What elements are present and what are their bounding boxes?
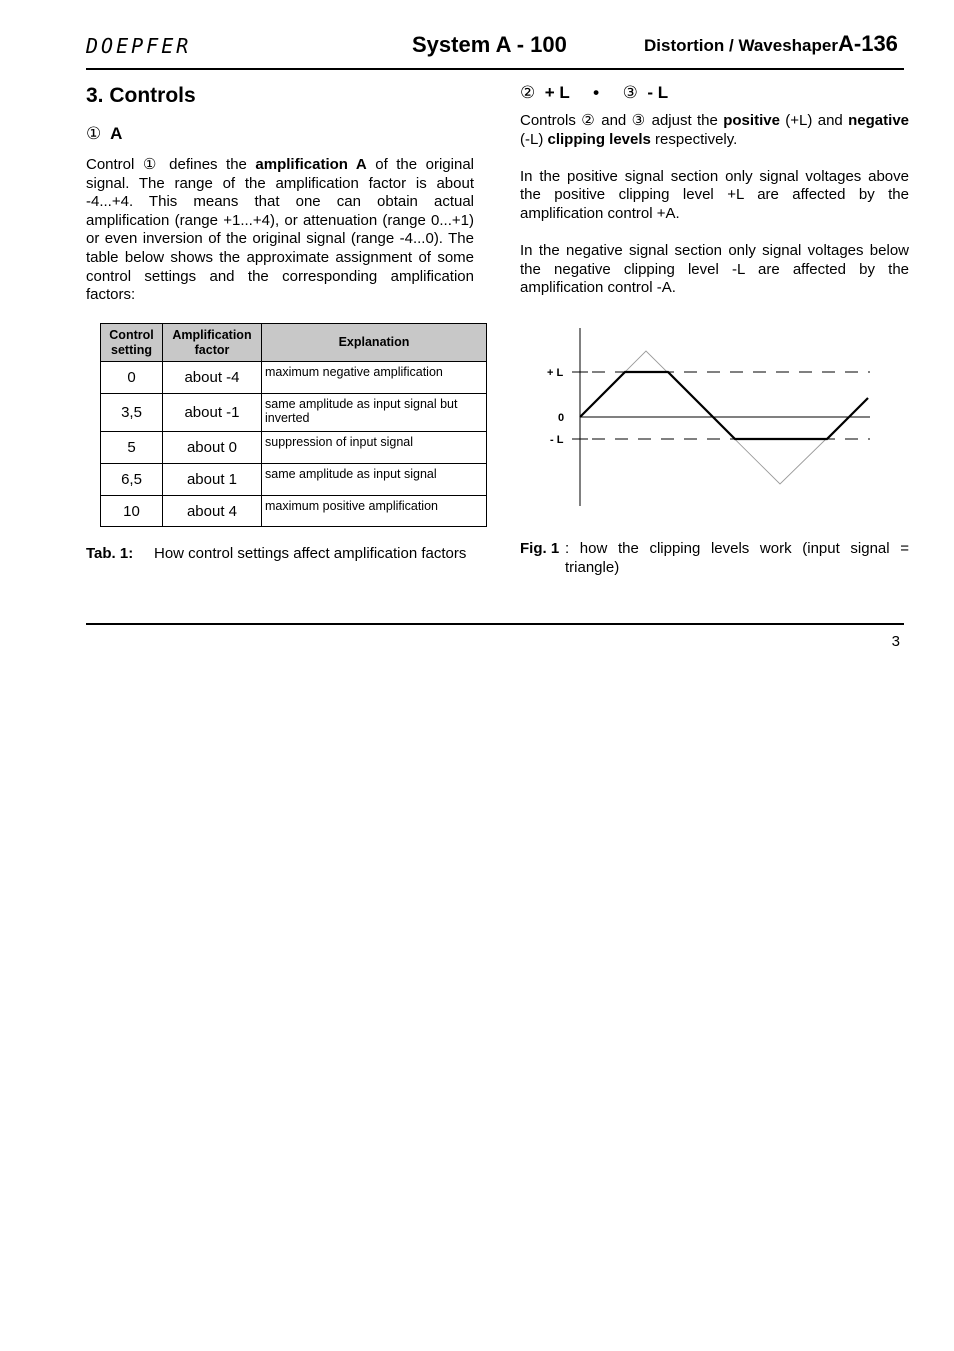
cell-explanation: maximum negative amplification	[262, 362, 487, 394]
control-number: ②	[520, 83, 536, 102]
para-text: Control ① defines the	[86, 156, 256, 173]
para-bold: positive	[723, 112, 780, 129]
para-bold: amplification A	[255, 156, 367, 173]
table-header-factor: Amplification factor	[163, 324, 262, 362]
para-bold: clipping levels	[547, 130, 651, 148]
plus-l-label: + L	[547, 367, 564, 379]
negative-section-paragraph: In the negative signal section only signal voltages below the negative clipping level -L are affected by the amplification control -A.	[520, 242, 909, 297]
cell-explanation: same amplitude as input signal	[262, 464, 487, 496]
control-number: ③	[622, 83, 638, 102]
caption-label: Fig. 1	[520, 540, 560, 557]
para-text: respectively.	[650, 130, 738, 148]
footer-rule	[86, 623, 904, 625]
cell-setting: 3,5	[101, 394, 163, 432]
minus-l-label: - L	[550, 434, 564, 446]
para-text: (-L)	[520, 130, 548, 148]
table-header-setting: Control setting	[101, 324, 163, 362]
positive-section-paragraph: In the positive signal section only signal voltages above the positive clipping level +L are affected by the amplification control +A.	[520, 167, 909, 222]
clipping-paragraph	[520, 112, 909, 149]
cell-factor: about 4	[163, 496, 262, 527]
table-row	[101, 496, 487, 527]
caption-label: Tab. 1:	[86, 545, 134, 562]
control-label: + L	[544, 83, 570, 102]
amplification-paragraph	[86, 156, 474, 305]
module-description: Distortion / Waveshaper	[644, 36, 838, 55]
cell-setting: 10	[101, 496, 163, 527]
cell-factor: about 0	[163, 432, 262, 464]
control-number: ①	[86, 124, 102, 143]
table-row	[101, 362, 487, 394]
caption-text: : how the clipping levels work (input signal = triangle)	[565, 540, 909, 576]
amplification-table	[100, 323, 487, 527]
control-label: - L	[647, 83, 669, 102]
cell-setting: 0	[101, 362, 163, 394]
cell-explanation: same amplitude as input signal but inverted	[262, 394, 487, 432]
cell-setting: 6,5	[101, 464, 163, 496]
module-id: A-136	[838, 31, 898, 56]
caption-text: How control settings affect amplification factors	[154, 545, 467, 562]
section-title: 3. Controls	[86, 84, 196, 107]
cell-factor: about 1	[163, 464, 262, 496]
page-number: 3	[891, 633, 900, 650]
para-text: Controls ② and ③ adjust the	[520, 112, 724, 129]
control-a-heading	[86, 123, 474, 145]
cell-factor: about -1	[163, 394, 262, 432]
clipping-controls-heading	[520, 82, 909, 104]
separator-bullet: •	[593, 83, 600, 102]
control-label: A	[110, 124, 123, 143]
zero-label: 0	[558, 412, 565, 424]
clipping-figure	[540, 326, 880, 508]
page-header	[86, 30, 904, 70]
left-column	[86, 82, 474, 305]
right-column	[520, 82, 909, 298]
system-title: System A - 100	[412, 32, 567, 57]
para-text: of the original signal. The range of the amplification factor is about -4...+4. This means that one can obtain actual amplification (range +1...+4), or attenuation (range 0...+1) or even inversion of the original signal (range -4...0). The table below shows the approximate assignment of some control settings and the corresponding amplification factors:	[86, 156, 474, 304]
cell-setting: 5	[101, 432, 163, 464]
cell-explanation: maximum positive amplification	[262, 496, 487, 527]
table-row	[101, 394, 487, 432]
clipped-output	[580, 372, 868, 439]
table-row	[101, 432, 487, 464]
cell-factor: about -4	[163, 362, 262, 394]
table-header-explanation: Explanation	[262, 324, 487, 362]
cell-explanation: suppression of input signal	[262, 432, 487, 464]
para-text: (+L) and	[779, 112, 849, 129]
para-bold: negative	[848, 112, 909, 129]
table-row	[101, 464, 487, 496]
brand-logo: DOEPFER	[86, 34, 192, 58]
